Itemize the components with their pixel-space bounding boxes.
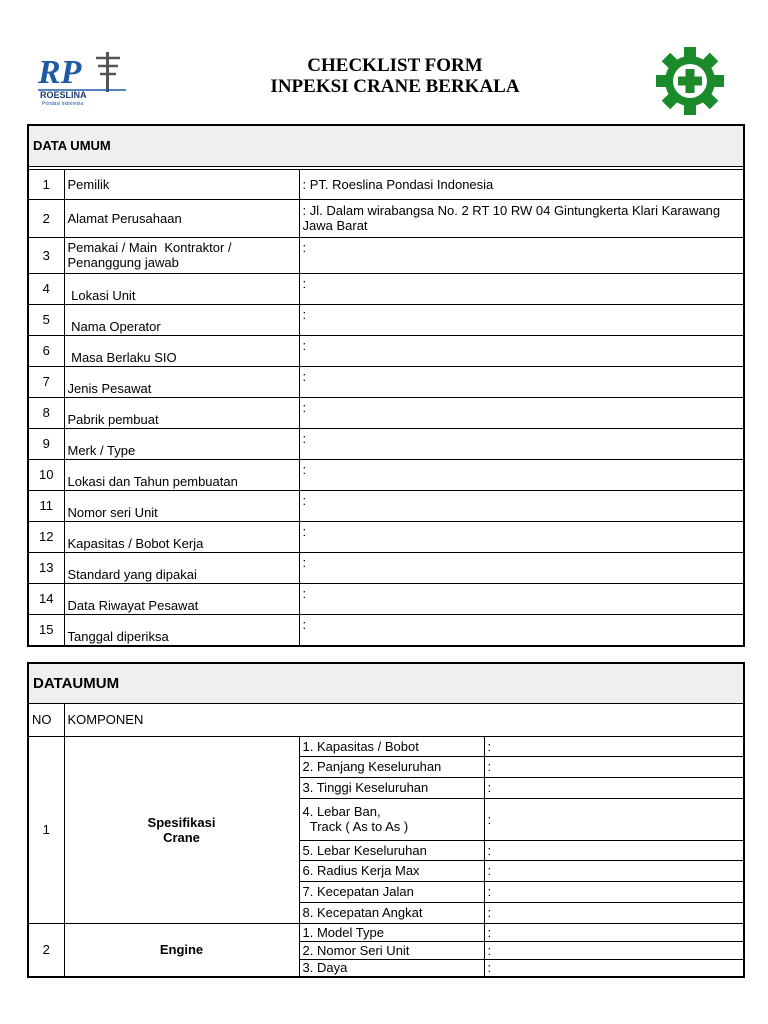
- table-row: [28, 490, 744, 521]
- row-number: 10: [28, 459, 64, 490]
- spec-label: [299, 881, 484, 902]
- spec-label-text: 6. Radius Kerja Max: [302, 863, 420, 878]
- component-name-line: Spesifikasi: [147, 814, 216, 830]
- table-row: [28, 552, 744, 583]
- form-title: [200, 55, 590, 97]
- spec-label: [299, 959, 484, 977]
- form-header: [0, 0, 768, 120]
- column-header-no: NO: [28, 703, 64, 736]
- table-row: [28, 169, 744, 199]
- row-label: Tanggal diperiksa: [64, 614, 299, 646]
- spec-value-field[interactable]: :: [484, 798, 744, 840]
- spec-label-text: 2. Panjang Keseluruhan: [302, 759, 442, 774]
- row-label: Kapasitas / Bobot Kerja: [64, 521, 299, 552]
- row-value-field[interactable]: :: [299, 428, 744, 459]
- data-umum-table: [27, 124, 745, 647]
- row-number: 14: [28, 583, 64, 614]
- table-row: [28, 736, 744, 756]
- spec-label: [299, 798, 484, 840]
- group-number: 1: [28, 736, 64, 923]
- row-value-field[interactable]: :: [299, 397, 744, 428]
- spec-value-field[interactable]: :: [484, 941, 744, 959]
- spec-label: [299, 860, 484, 881]
- row-label: Pemilik: [64, 169, 299, 199]
- spec-label: [299, 902, 484, 923]
- title-line-1: CHECKLIST FORM: [307, 55, 483, 76]
- spec-value-field[interactable]: :: [484, 777, 744, 798]
- logo-mark: RP: [38, 54, 82, 91]
- spec-label-text: 1. Kapasitas / Bobot: [302, 738, 419, 754]
- spec-label: [299, 756, 484, 777]
- group-number: 2: [28, 923, 64, 977]
- row-label: Nama Operator: [64, 304, 299, 335]
- row-label: Jenis Pesawat: [64, 366, 299, 397]
- row-label: Pabrik pembuat: [64, 397, 299, 428]
- row-number: 9: [28, 428, 64, 459]
- component-name-line: Engine: [159, 942, 204, 958]
- spec-label: [299, 941, 484, 959]
- table-row: [28, 428, 744, 459]
- data-umum-komponen-table: [27, 662, 745, 978]
- spec-label: [299, 840, 484, 860]
- row-label: Merk / Type: [64, 428, 299, 459]
- row-value-field[interactable]: :: [299, 583, 744, 614]
- row-number: 5: [28, 304, 64, 335]
- row-value-field[interactable]: :: [299, 237, 744, 273]
- spec-label-text: 5. Lebar Keseluruhan: [302, 842, 427, 858]
- k3-safety-gear-icon: [644, 45, 736, 117]
- row-label: Masa Berlaku SIO: [64, 335, 299, 366]
- spec-value-field[interactable]: :: [484, 959, 744, 977]
- row-label: Alamat Perusahaan: [64, 199, 299, 237]
- spec-value-field[interactable]: :: [484, 840, 744, 860]
- row-value-field[interactable]: : Jl. Dalam wirabangsa No. 2 RT 10 RW 04 Gintungkerta Klari Karawang Jawa Barat: [299, 199, 744, 237]
- table-row: [28, 614, 744, 646]
- table-row: [28, 521, 744, 552]
- spec-label-text: 7. Kecepatan Jalan: [302, 884, 414, 899]
- table-row: [28, 335, 744, 366]
- row-label: Nomor seri Unit: [64, 490, 299, 521]
- table-row: [28, 199, 744, 237]
- row-number: 4: [28, 273, 64, 304]
- component-name: [64, 736, 299, 923]
- spec-value-field[interactable]: :: [484, 756, 744, 777]
- row-value-field[interactable]: :: [299, 521, 744, 552]
- table-row: [28, 397, 744, 428]
- row-number: 11: [28, 490, 64, 521]
- row-value-field[interactable]: :: [299, 366, 744, 397]
- row-label: Pemakai / Main Kontraktor / Penanggung jawab: [64, 237, 299, 273]
- row-number: 12: [28, 521, 64, 552]
- row-label: Lokasi dan Tahun pembuatan: [64, 459, 299, 490]
- row-value-field[interactable]: :: [299, 459, 744, 490]
- table-row: [28, 273, 744, 304]
- row-value-field[interactable]: :: [299, 304, 744, 335]
- spec-value-field[interactable]: :: [484, 881, 744, 902]
- logo-name: ROESLINA: [40, 90, 87, 100]
- logo-subtext: Pondasi Indonesia: [42, 101, 84, 106]
- spec-label-text: 3. Daya: [302, 960, 348, 976]
- spec-label-text: 8. Kecepatan Angkat: [302, 905, 423, 920]
- row-number: 7: [28, 366, 64, 397]
- table-row: [28, 304, 744, 335]
- spec-label-text: 4. Lebar Ban,: [302, 804, 381, 819]
- title-line-2: INPEKSI CRANE BERKALA: [270, 76, 520, 97]
- row-value-field[interactable]: :: [299, 273, 744, 304]
- row-number: 3: [28, 237, 64, 273]
- spec-value-field[interactable]: :: [484, 923, 744, 941]
- table-row: [28, 923, 744, 941]
- component-name: [64, 923, 299, 977]
- row-value-field[interactable]: :: [299, 335, 744, 366]
- row-label: Lokasi Unit: [64, 273, 299, 304]
- spec-label: [299, 777, 484, 798]
- spec-label-text: 2. Nomor Seri Unit: [302, 942, 410, 958]
- section-heading: DATAUMUM: [28, 663, 744, 703]
- table-row: [28, 237, 744, 273]
- row-number: 15: [28, 614, 64, 646]
- table-row: [28, 366, 744, 397]
- row-value-field[interactable]: : PT. Roeslina Pondasi Indonesia: [299, 169, 744, 199]
- row-number: 13: [28, 552, 64, 583]
- spec-value-field[interactable]: :: [484, 736, 744, 756]
- row-number: 6: [28, 335, 64, 366]
- table-row: [28, 583, 744, 614]
- row-label: Standard yang dipakai: [64, 552, 299, 583]
- row-number: 2: [28, 199, 64, 237]
- row-value-field[interactable]: :: [299, 552, 744, 583]
- row-value-field[interactable]: :: [299, 490, 744, 521]
- section-heading: DATA UMUM: [28, 125, 744, 166]
- spec-label-text: 3. Tinggi Keseluruhan: [302, 780, 429, 795]
- spec-value-field[interactable]: :: [484, 860, 744, 881]
- company-logo: [34, 50, 130, 106]
- spec-label: [299, 736, 484, 756]
- spec-label: [299, 923, 484, 941]
- table-row: [28, 459, 744, 490]
- component-name-line: Crane: [163, 829, 200, 845]
- row-value-field[interactable]: :: [299, 614, 744, 646]
- spec-label-text: 1. Model Type: [302, 924, 384, 940]
- row-label: Data Riwayat Pesawat: [64, 583, 299, 614]
- column-header-komponen: KOMPONEN: [64, 703, 744, 736]
- spec-label-text: Track ( As to As ): [302, 819, 409, 834]
- row-number: 8: [28, 397, 64, 428]
- row-number: 1: [28, 169, 64, 199]
- spec-value-field[interactable]: :: [484, 902, 744, 923]
